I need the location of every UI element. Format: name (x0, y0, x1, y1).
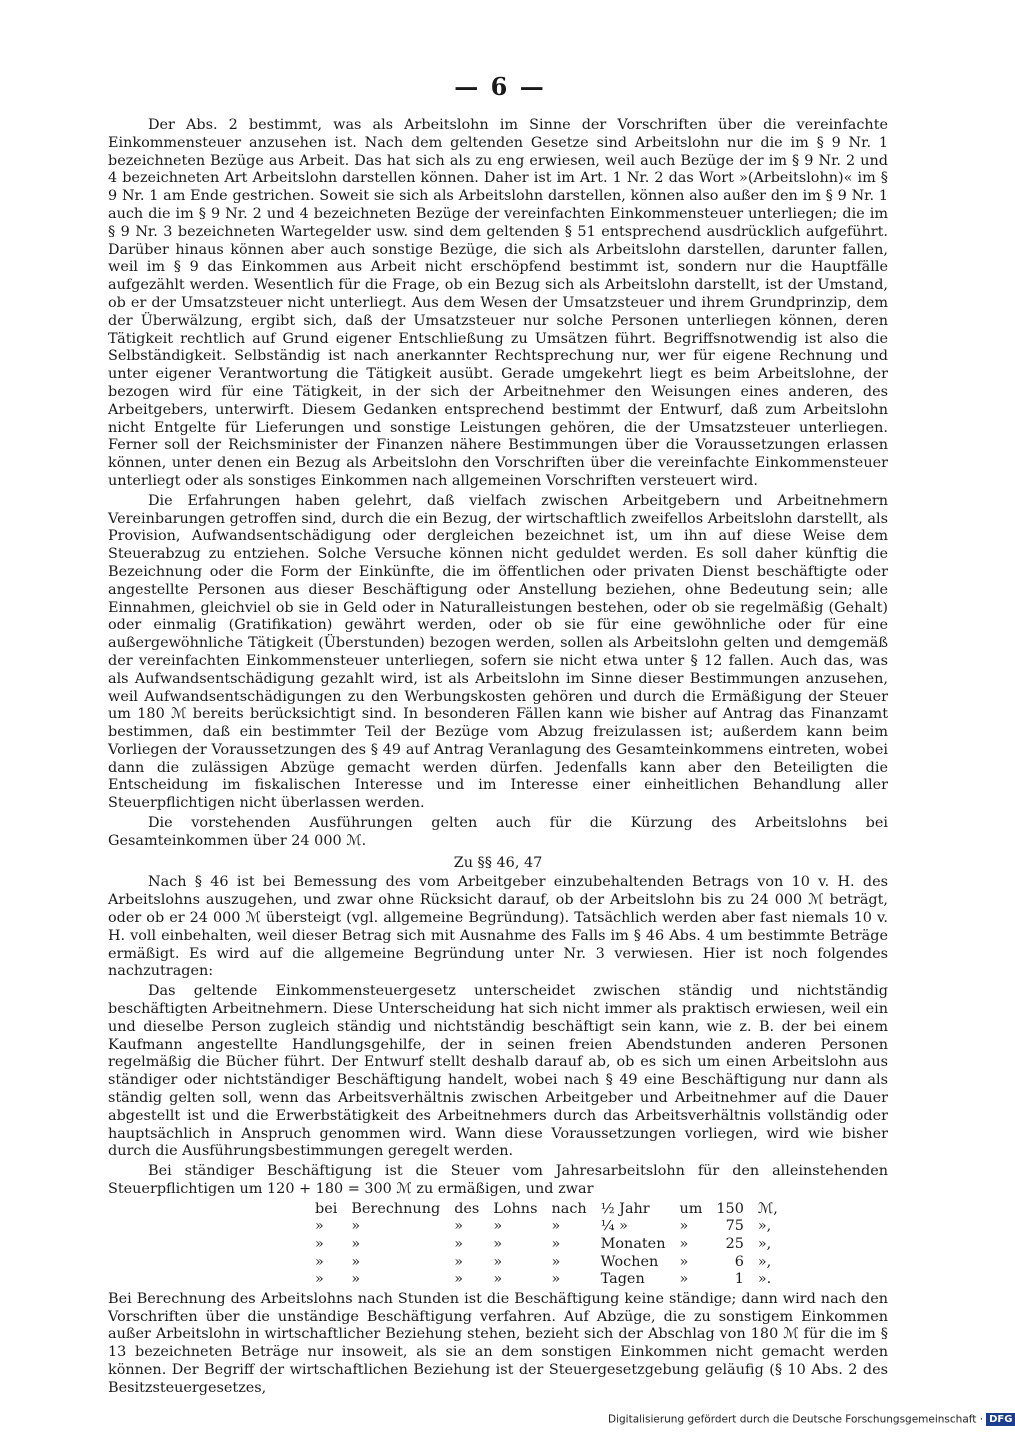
footer-text: Digitalisierung gefördert durch die Deutsche Forschungsgemeinschaft · (608, 1413, 984, 1426)
table-row (308, 1254, 785, 1272)
table-cell: » (679, 1218, 689, 1235)
table-cell: Wochen (600, 1253, 659, 1270)
table-row (308, 1218, 785, 1236)
table-cell: » (679, 1253, 689, 1270)
table-row (308, 1236, 785, 1254)
table-cell: » (351, 1271, 361, 1288)
table-cell: » (551, 1253, 561, 1270)
table-row (308, 1201, 785, 1219)
paragraph: Nach § 46 ist bei Bemessung des vom Arbeitgeber einzubehaltenden Betrags von 10 v. H. des Arbeitslohns auszugehen, und zwar ohne Rücksicht darauf, ob der Arbeitslohn bis zu 24 000 ℳ beträgt, oder ob er 24 000 ℳ übersteigt (vgl. allgemeine Begründung). Tatsächlich werden aber fast niemals 10 v. H. voll einbehalten, weil dieser Betrag sich mit Ausnahme des Falls im § 46 Abs. 4 um bestimmte Beträge ermäßigt. Es wird auf die allgemeine Begründung unter Nr. 3 verwiesen. Hier ist noch folgendes nachzutragen: (108, 874, 888, 980)
table-cell: » (551, 1271, 561, 1288)
table-cell: nach (551, 1200, 587, 1217)
table-cell: Tagen (600, 1271, 645, 1288)
table-cell: », (757, 1253, 772, 1270)
paragraph: Bei ständiger Beschäftigung ist die Steuer vom Jahresarbeitslohn für den alleinstehenden Steuerpflichtigen um 120 + 180 = 300 ℳ zu ermäßigen, und zwar (108, 1163, 888, 1198)
reduction-table (308, 1201, 785, 1289)
table-cell: Berechnung (351, 1200, 441, 1217)
table-cell: », (757, 1236, 772, 1252)
table-cell: » (454, 1271, 463, 1288)
table-cell: 75 (725, 1218, 744, 1235)
table-row (308, 1271, 785, 1289)
table-cell: » (551, 1218, 561, 1235)
table-cell: Lohns (493, 1200, 538, 1217)
table-cell: » (493, 1236, 503, 1252)
table-cell: ». (757, 1271, 772, 1288)
table-cell: » (493, 1253, 503, 1270)
table-cell: », (757, 1218, 772, 1235)
table-cell: » (315, 1236, 324, 1252)
table-cell: » (454, 1218, 463, 1235)
table-cell: 6 (734, 1253, 744, 1270)
table-cell: » (551, 1236, 561, 1252)
table-cell: » (454, 1236, 463, 1252)
table-cell: » (315, 1218, 324, 1235)
table-cell: » (493, 1218, 503, 1235)
table-cell: 1 (734, 1271, 744, 1288)
table-cell: 25 (725, 1236, 744, 1252)
table-cell: » (315, 1271, 324, 1288)
table-cell: » (351, 1218, 361, 1235)
table-cell: ¼ » (600, 1218, 628, 1235)
table-cell: » (493, 1271, 503, 1288)
dfg-logo: DFG (986, 1413, 1015, 1426)
table-cell: Monaten (600, 1236, 666, 1252)
table-cell: des (454, 1200, 480, 1217)
page-number: — 6 — (454, 72, 546, 101)
paragraph: Bei Berechnung des Arbeitslohns nach Stunden ist die Beschäftigung keine ständige; dann wird nach den Vorschriften über die unständige Beschäftigung verfahren. Auf Abzüge, die zu sonstigem Einkommen außer Arbeitslohn in wirtschaftlicher Beziehung stehen, bezieht sich der Abschlag von 180 ℳ für die im § 13 bezeichneten Beträge nur insoweit, als sie an dem sonstigen Einkommen nicht gemacht werden können. Der Begriff der wirtschaftlichen Beziehung ist der Steuergesetzgebung geläufig (§ 10 Abs. 2 des Besitzsteuergesetzes, (108, 1290, 888, 1396)
table-cell: » (351, 1236, 361, 1252)
table-cell: 150 (716, 1200, 744, 1217)
table-cell: » (351, 1253, 361, 1270)
table-cell: ½ Jahr (600, 1200, 650, 1217)
paragraph: Der Abs. 2 bestimmt, was als Arbeitslohn im Sinne der Vorschriften über die vereinfachte Einkommensteuer anzusehen ist. Nach dem geltenden Gesetze sind Arbeitslohn nur die im § 9 Nr. 1 bezeichneten Bezüge aus Arbeit. Das hat sich als zu eng erwiesen, weil auch Bezüge der im § 9 Nr. 2 und 4 bezeichneten Art Arbeitslohn darstellen können. Daher ist im Art. 1 Nr. 2 das Wort »(Arbeitslohn)« im § 9 Nr. 1 am Ende gestrichen. Soweit sie sich als Arbeitslohn darstellen, können also außer den im § 9 Nr. 1 auch die im § 9 Nr. 2 und 4 bezeichneten Bezüge der vereinfachten Einkommensteuer unterliegen; die im § 9 Nr. 3 bezeichneten Wartegelder usw. sind dem geltenden § 51 entsprechend ausdrücklich aufgeführt. Darüber hinaus können aber auch sonstige Bezüge, die sich als Arbeitslohn darstellen, darunter fallen, weil im § 9 das Einkommen aus Arbeit nicht erschöpfend bestimmt ist, sondern nur die Hauptfälle aufgezählt werden. Wesentlich für die Frage, ob ein Bezug sich als Arbeitslohn darstellt, ist der Umstand, ob er der Umsatzsteuer nicht unterliegt. Aus dem Wesen der Umsatzsteuer und ihrem Grundprinzip, dem der Überwälzung, ergibt sich, daß der Umsatzsteuer nur solche Personen unterliegen können, deren Tätigkeit rechtlich auf Grund eigener Entschließung zu Umsätzen führt. Begriffsnotwendig ist also die Selbständigkeit. Selbständig ist nach anerkannter Rechtsprechung nur, wer für eigene Rechnung und unter eigener Verantwortung die Tätigkeit ausübt. Gerade umgekehrt liegt es beim Arbeitslohne, der bezogen wird für eine Tätigkeit, in der sich der Arbeitnehmer den Weisungen eines anderen, des Arbeitgebers, unterwirft. Diesem Gedanken entsprechend bestimmt der Entwurf, daß zum Arbeitslohn nicht Entgelte für Lieferungen und sonstige Leistungen gehören, die der Umsatzsteuer unterliegen. Ferner soll der Reichsminister der Finanzen nähere Bestimmungen über die Voraussetzungen erlassen können, unter denen ein Bezug als Arbeitslohn den Vorschriften über die vereinfachte Einkommensteuer unterliegt oder als sonstiges Einkommen nach allgemeinen Vorschriften versteuert wird. (108, 117, 888, 489)
table-cell: » (315, 1253, 324, 1270)
document-body (108, 117, 888, 1400)
footer-credit (608, 1413, 1015, 1426)
paragraph: Die Erfahrungen haben gelehrt, daß vielfach zwischen Arbeitgebern und Arbeitnehmern Vereinbarungen getroffen sind, durch die ein Bezug, der wirtschaftlich zweifellos Arbeitslohn darstellt, als Provision, Aufwandsentschädigung oder dergleichen bezeichnet ist, um ihn auf diese Weise dem Steuerabzug zu entziehen. Solche Versuche können nicht geduldet werden. Es soll daher künftig die Bezeichnung oder die Form der Einkünfte, die im öffentlichen oder privaten Dienst beschäftigte oder angestellte Personen aus dieser Beschäftigung oder Anstellung beziehen, ohne Bedeutung sein; alle Einnahmen, gleichviel ob sie in Geld oder in Naturalleistungen bestehen, oder ob sie regelmäßig (Gehalt) oder einmalig (Gratifikation) gewährt werden, oder ob sie für eine gewöhnliche oder für eine außergewöhnliche Tätigkeit (Überstunden) bezogen werden, sollen als Arbeitslohn gelten und demgemäß der vereinfachten Einkommensteuer unterliegen, sofern sie nicht etwa unter § 12 fallen. Auch das, was als Aufwandsentschädigung gezahlt wird, ist als Arbeitslohn im Sinne dieser Bestimmungen anzusehen, weil Aufwandsentschädigungen zu den Werbungskosten gehören und durch die Ermäßigung der Steuer um 180 ℳ bereits berücksichtigt sind. In besonderen Fällen kann wie bisher auf Antrag das Finanzamt bestimmen, daß ein bestimmter Teil der Bezüge vom Abzug freizulassen ist; außerdem kann beim Vorliegen der Voraussetzungen des § 49 auf Antrag Veranlagung des Gesamteinkommens eintreten, wobei dann die zulässigen Abzüge gemacht werden dürfen. Jedenfalls kann aber den Beteiligten die Entscheidung im fiskalischen Interesse und im Interesse einer einheitlichen Behandlung aller Steuerpflichtigen nicht überlassen werden. (108, 492, 888, 812)
paragraph: Die vorstehenden Ausführungen gelten auch für die Kürzung des Arbeitslohns bei Gesamteinkommen über 24 000 ℳ. (108, 815, 888, 849)
table-cell: um (679, 1200, 703, 1217)
table-cell: bei (315, 1200, 338, 1217)
table-cell: ℳ, (757, 1200, 778, 1217)
paragraph: Das geltende Einkommensteuergesetz unterscheidet zwischen ständig und nichtständig beschäftigten Arbeitnehmern. Diese Unterscheidung hat sich nicht immer als praktisch erwiesen, weil ein und dieselbe Person zugleich ständig und nichtständig beschäftigt sein kann, wie z. B. der bei einem Kaufmann angestellte Handlungsgehilfe, der in seinen freien Abendstunden anderen Personen regelmäßig die Bücher führt. Der Entwurf stellt deshalb darauf ab, ob es sich um einen Arbeitslohn aus ständiger oder nichtständiger Beschäftigung handelt, wobei nach § 49 eine Beschäftigung nur dann als ständig gelten soll, wenn das Arbeitsverhältnis zwischen Arbeitgeber und Arbeitnehmer auf die Dauer abgestellt ist und die Erwerbstätigkeit des Arbeitnehmers durch das Arbeitsverhältnis vollständig oder hauptsächlich in Anspruch genommen wird. Wann diese Voraussetzungen vorliegen, wird wie bisher durch die Ausführungsbestimmungen geregelt werden. (108, 983, 888, 1160)
section-heading: Zu §§ 46, 47 (453, 854, 543, 871)
table-cell: » (454, 1253, 463, 1270)
table-cell: » (679, 1271, 689, 1288)
table-cell: » (679, 1236, 689, 1252)
